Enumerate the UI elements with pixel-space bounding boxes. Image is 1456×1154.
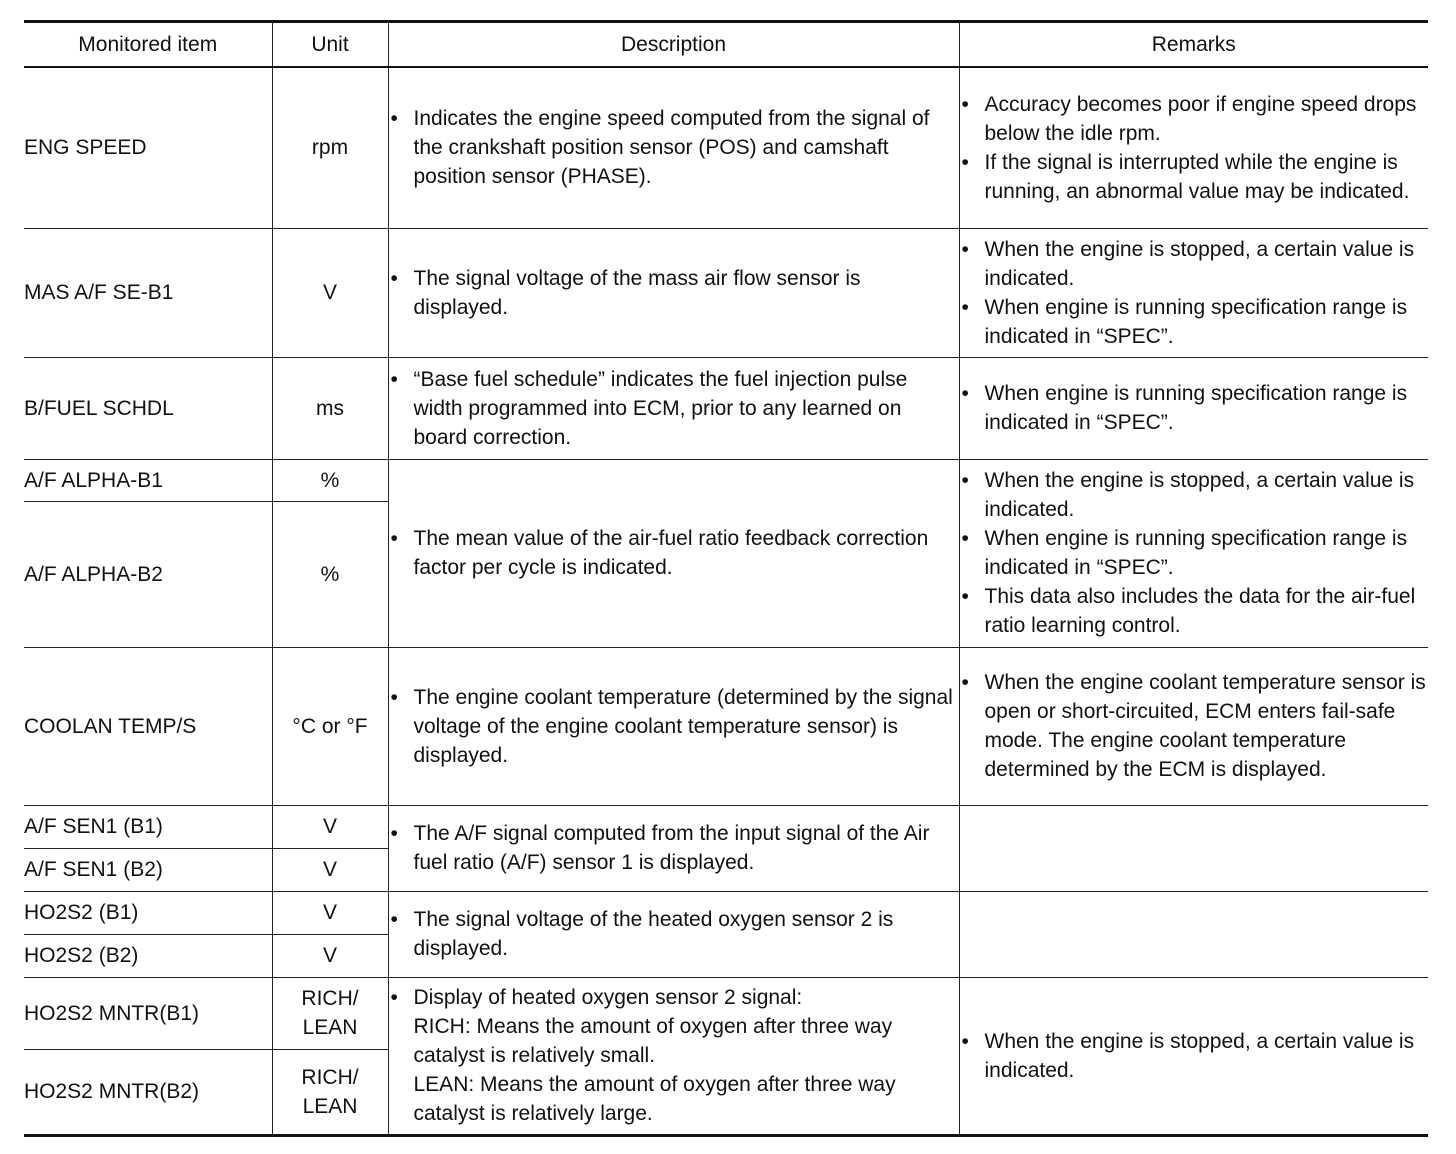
remarks-cell: [959, 67, 1428, 228]
description-cell: [388, 228, 959, 357]
unit-cell: ms: [272, 357, 388, 459]
table-row-af-alpha-b1: [24, 459, 1428, 501]
item-cell: HO2S2 MNTR(B1): [24, 977, 272, 1049]
header-unit: Unit: [272, 22, 388, 68]
table-row-ho2s2-mntr-b1: [24, 977, 1428, 1049]
remark-bullet: • When the engine is stopped, a certain value is indicated.: [960, 466, 1429, 524]
item-cell: ENG SPEED: [24, 67, 272, 228]
unit-cell: V: [272, 805, 388, 848]
description-cell: [388, 67, 959, 228]
header-remarks: Remarks: [959, 22, 1428, 68]
description-line: • Display of heated oxygen sensor 2 signal:: [413, 986, 803, 1009]
description-cell: [388, 459, 959, 647]
description-bullet: • The mean value of the air-fuel ratio feedback correction factor per cycle is indicated.: [389, 524, 959, 582]
description-bullet: • The signal voltage of the mass air flow sensor is displayed.: [389, 264, 959, 322]
item-cell: A/F ALPHA-B1: [24, 459, 272, 501]
remarks-cell: [959, 459, 1428, 647]
description-bullet: [389, 983, 959, 1128]
description-cell: [388, 805, 959, 891]
item-cell: HO2S2 MNTR(B2): [24, 1049, 272, 1135]
unit-line: LEAN: [302, 1094, 358, 1118]
description-cell: [388, 977, 959, 1135]
unit-cell: V: [272, 891, 388, 934]
unit-cell: %: [272, 459, 388, 501]
table-row-coolan-temp: [24, 647, 1428, 805]
item-cell: HO2S2 (B2): [24, 934, 272, 977]
header-row: [24, 22, 1428, 68]
remarks-cell-empty: [959, 805, 1428, 891]
remark-bullet: • Accuracy becomes poor if engine speed drops below the idle rpm.: [960, 90, 1429, 148]
unit-cell: V: [272, 228, 388, 357]
description-cell: [388, 891, 959, 977]
remarks-cell: [959, 647, 1428, 805]
remark-bullet: • When the engine is stopped, a certain value is indicated.: [960, 235, 1429, 293]
table-row-eng-speed: [24, 67, 1428, 228]
item-cell: COOLAN TEMP/S: [24, 647, 272, 805]
table-row-af-sen1-b1: [24, 805, 1428, 848]
description-cell: [388, 647, 959, 805]
unit-line: LEAN: [302, 1016, 358, 1039]
description-bullet: • “Base fuel schedule” indicates the fuel injection pulse width programmed into ECM, prior to any learned on board correction.: [389, 365, 959, 452]
header-description: Description: [388, 22, 959, 68]
description-bullet: • The engine coolant temperature (determined by the signal voltage of the engine coolant temperature sensor) is displayed.: [389, 683, 959, 770]
description-line: RICH: Means the amount of oxygen after three way catalyst is relatively small.: [413, 1015, 893, 1067]
remark-bullet: • When the engine is stopped, a certain value is indicated.: [960, 1027, 1429, 1085]
description-line: LEAN: Means the amount of oxygen after three way catalyst is relatively large.: [413, 1073, 896, 1125]
table-row-mas-af: [24, 228, 1428, 357]
description-bullet: • The A/F signal computed from the input signal of the Air fuel ratio (A/F) sensor 1 is displayed.: [389, 819, 959, 877]
unit-cell: [272, 977, 388, 1049]
unit-cell: V: [272, 934, 388, 977]
item-cell: B/FUEL SCHDL: [24, 357, 272, 459]
item-cell: HO2S2 (B1): [24, 891, 272, 934]
remark-bullet: • When engine is running specification range is indicated in “SPEC”.: [960, 293, 1429, 351]
table-row-bfuel: [24, 357, 1428, 459]
item-cell: MAS A/F SE-B1: [24, 228, 272, 357]
remark-bullet: • When engine is running specification range is indicated in “SPEC”.: [960, 524, 1429, 582]
item-cell: A/F ALPHA-B2: [24, 501, 272, 647]
remark-bullet: • When engine is running specification range is indicated in “SPEC”.: [960, 379, 1429, 437]
consult-monitor-table: [24, 20, 1428, 1137]
remark-bullet: • If the signal is interrupted while the engine is running, an abnormal value may be indicated.: [960, 148, 1429, 206]
remark-bullet: • This data also includes the data for the air-fuel ratio learning control.: [960, 582, 1429, 640]
table-row-ho2s2-b1: [24, 891, 1428, 934]
unit-cell: V: [272, 848, 388, 891]
description-bullet: • The signal voltage of the heated oxygen sensor 2 is displayed.: [389, 905, 959, 963]
header-monitored-item: Monitored item: [24, 22, 272, 68]
unit-cell: %: [272, 501, 388, 647]
description-bullet: • Indicates the engine speed computed from the signal of the crankshaft position sensor (POS) and camshaft position sensor (PHASE).: [389, 104, 959, 191]
remarks-cell-empty: [959, 891, 1428, 977]
unit-cell: rpm: [272, 67, 388, 228]
description-cell: [388, 357, 959, 459]
remark-bullet: • When the engine coolant temperature sensor is open or short-circuited, ECM enters fail-safe mode. The engine coolant temperature determined by the ECM is displayed.: [960, 668, 1429, 784]
remarks-cell: [959, 228, 1428, 357]
item-cell: A/F SEN1 (B2): [24, 848, 272, 891]
unit-line: RICH/: [301, 1065, 359, 1089]
unit-cell: [272, 1049, 388, 1135]
unit-line: RICH/: [301, 987, 359, 1010]
item-cell: A/F SEN1 (B1): [24, 805, 272, 848]
remarks-cell: [959, 357, 1428, 459]
unit-cell: °C or °F: [272, 647, 388, 805]
remarks-cell: [959, 977, 1428, 1135]
